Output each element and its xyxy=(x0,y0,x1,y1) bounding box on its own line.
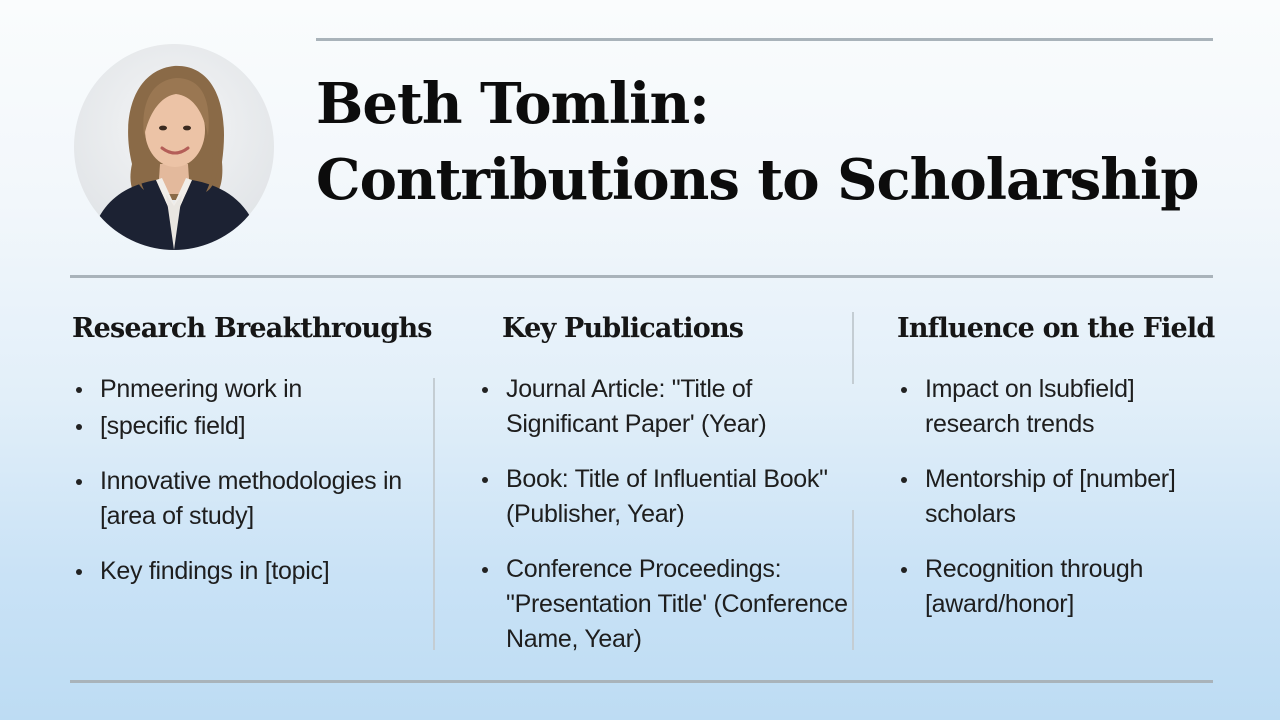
column-separator-2-upper xyxy=(852,312,854,384)
influence-on-field-column xyxy=(897,310,1227,642)
research-breakthroughs-heading: Research Breakthroughs xyxy=(72,313,432,344)
list-item: Conference Proceedings: "Presentation Title' (Conference Name, Year) xyxy=(478,552,848,657)
research-breakthroughs-list xyxy=(72,372,422,589)
influence-on-field-heading: Influence on the Field xyxy=(897,313,1215,344)
research-breakthroughs-column xyxy=(72,310,432,609)
list-item: [specific field] xyxy=(72,409,422,444)
list-item: Journal Article: "Title of Significant Paper' (Year) xyxy=(478,372,848,442)
bottom-divider xyxy=(70,680,1213,683)
middle-divider xyxy=(70,275,1213,278)
column-separator-1 xyxy=(433,378,435,650)
page-title xyxy=(316,66,1216,218)
key-publications-heading: Key Publications xyxy=(502,313,744,344)
key-publications-list xyxy=(478,372,848,657)
list-item: Impact on lsubfield] research trends xyxy=(897,372,1227,442)
influence-on-field-list xyxy=(897,372,1227,622)
list-item: Book: Title of Influential Book" (Publisher, Year) xyxy=(478,462,848,532)
list-item: Pnmeering work in xyxy=(72,372,422,407)
list-item: Mentorship of [number] scholars xyxy=(897,462,1227,532)
column-separator-2-lower xyxy=(852,510,854,650)
list-item: Innovative methodologies in [area of study] xyxy=(72,464,422,534)
title-line-2: Contributions to Scholarship xyxy=(316,147,1199,213)
list-item: Recognition through [award/honor] xyxy=(897,552,1227,622)
title-line-1: Beth Tomlin: xyxy=(316,71,709,137)
top-divider xyxy=(316,38,1213,41)
list-item: Key findings in [topic] xyxy=(72,554,422,589)
profile-portrait xyxy=(74,44,274,250)
key-publications-column xyxy=(478,310,848,677)
portrait-illustration xyxy=(74,44,274,250)
